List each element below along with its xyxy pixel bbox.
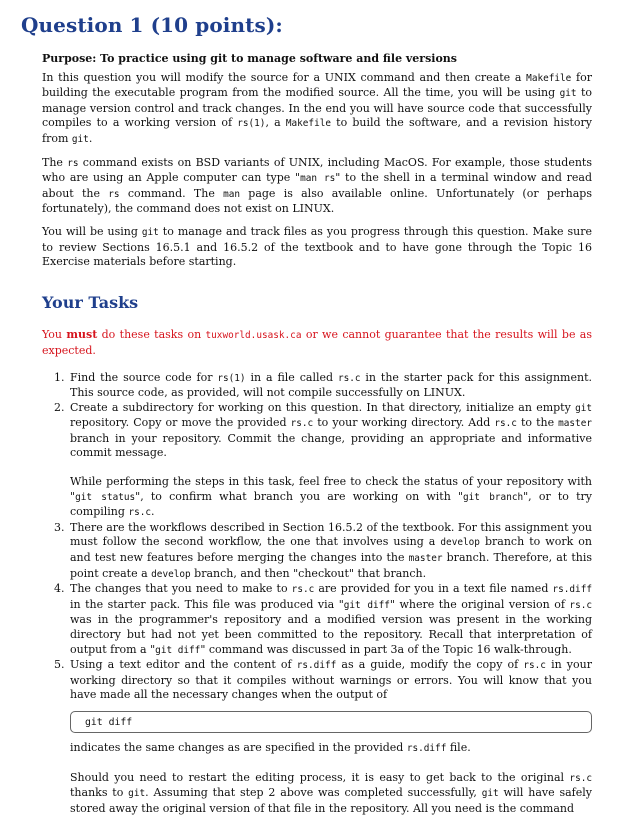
inline-code: Makefile xyxy=(285,118,332,130)
inline-code: git xyxy=(71,133,89,145)
text-run: to build the software, and a revision history from xyxy=(42,116,592,145)
inline-code: rs.c xyxy=(523,660,546,672)
intro-section xyxy=(42,71,592,270)
inline-code: rs.c xyxy=(128,507,152,519)
inline-code: git xyxy=(128,788,146,800)
text-run: Should you need to restart the editing process, it is easy to get back to the original xyxy=(70,770,570,784)
text-run: " command was discussed in part 3a of the Topic 16 walk-through. xyxy=(200,642,572,656)
text-run: branch, and then "checkout" that branch. xyxy=(190,566,427,580)
inline-code: git branch xyxy=(463,491,524,503)
task-item xyxy=(68,582,592,658)
inline-code: man rs xyxy=(300,173,336,185)
text-run: or we cannot guarantee that the results will be as expected. xyxy=(42,328,593,357)
text-run: for building the executable program from the modified source. All the time, you will be using xyxy=(42,70,592,100)
bold-text: must xyxy=(66,328,98,342)
text-run: Find the source code for xyxy=(70,370,218,384)
content xyxy=(42,52,592,816)
text-run: . xyxy=(151,505,155,519)
task-paragraph xyxy=(70,658,592,703)
text-run: " to the shell in a terminal window and read about the xyxy=(42,171,592,200)
inline-code: man xyxy=(223,188,241,200)
text-run: The xyxy=(42,155,68,169)
text-run: , a xyxy=(265,116,286,130)
inline-code: rs.diff xyxy=(406,742,447,754)
inline-code: rs.c xyxy=(569,772,592,784)
inline-code: rs.c xyxy=(290,418,314,430)
text-run: repository. Copy or move the provided xyxy=(70,416,291,430)
inline-code: rs.c xyxy=(291,584,315,596)
inline-code: master xyxy=(558,418,592,430)
text-run: branch. Therefore, at this point create a xyxy=(70,551,592,580)
task-paragraph xyxy=(70,475,592,521)
inline-code: Makefile xyxy=(526,72,572,84)
intro-paragraph xyxy=(42,156,592,217)
command-box xyxy=(70,711,592,733)
text-run: to the xyxy=(516,416,559,430)
text-run: was in the programmer's repository and a modified version was present in the working directory but had not yet been committed to the repository. Recall that interpretation of output from a " xyxy=(70,613,592,656)
text-run: . xyxy=(88,131,93,145)
text-run: The changes that you need to make to xyxy=(70,582,292,596)
text-run: are provided for you in a text file named xyxy=(314,582,553,596)
inline-code: develop xyxy=(151,568,191,580)
text-run: to manage and track files as you progress through this question. Make sure to review Sections 16.5.1 and 16.5.2 of the textbook and to have gone through the Topic 16 Exercise materials before starting. xyxy=(42,224,592,269)
tasks-heading: Your Tasks xyxy=(42,292,139,312)
inline-code: git status xyxy=(75,491,136,503)
text-run: branch in your repository. Commit the change, providing an appropriate and informative commit message. xyxy=(70,431,592,460)
inline-code: git xyxy=(559,88,577,100)
text-run: " where the original version of xyxy=(389,597,570,611)
task-paragraph xyxy=(70,521,592,582)
inline-code: rs(1) xyxy=(217,372,246,384)
text-run: branch to work on and test new features before merging the changes into the xyxy=(70,535,592,565)
text-run: ", to confirm what branch you are working on with " xyxy=(135,489,464,503)
task-list xyxy=(42,371,592,817)
purpose-statement: Purpose: To practice using git to manage software and file versions xyxy=(42,52,457,65)
inline-code: develop xyxy=(440,537,480,549)
text-run: You xyxy=(42,328,67,342)
text-run: Using a text editor and the content of xyxy=(70,658,297,672)
inline-code: rs xyxy=(108,188,120,200)
inline-code: git xyxy=(481,788,499,800)
text-run: indicates the same changes as are specified in the provided xyxy=(70,740,407,754)
inline-code: rs.diff xyxy=(296,660,337,672)
question-title: Question 1 (10 points): xyxy=(21,13,283,37)
text-run: Create a subdirectory for working on this question. In that directory, initialize an empty xyxy=(70,400,576,414)
task-item xyxy=(68,401,592,521)
intro-paragraph xyxy=(42,71,592,148)
inline-code: rs.c xyxy=(337,372,361,384)
text-run: You will be using xyxy=(42,224,142,238)
text-run: to manage version control and track changes. In the end you will have source code that successfully compiles to a working version of xyxy=(42,86,592,130)
text-run: ", or to try compiling xyxy=(70,489,592,519)
text-run: file. xyxy=(446,740,471,754)
text-run: in a file called xyxy=(245,370,338,384)
inline-code: git diff xyxy=(343,599,390,611)
text-run: to your working directory. Add xyxy=(313,416,495,430)
text-run: will have safely stored away the original version of that file in the repository. All you need is the command xyxy=(70,786,592,815)
inline-code: rs.diff xyxy=(552,584,592,596)
task-item xyxy=(68,658,592,816)
task-paragraph xyxy=(70,741,592,757)
text-run: in your working directory so that it compiles without warnings or errors. You will know that you have made all the necessary changes when the output of xyxy=(70,658,592,702)
task-paragraph xyxy=(70,771,592,817)
text-run: In this question you will modify the source for a UNIX command and then create a xyxy=(42,70,527,84)
text-run: in the starter pack. This file was produced via " xyxy=(70,597,344,611)
text-run: command. The xyxy=(119,186,224,200)
warning-text xyxy=(42,328,592,358)
text-run: thanks to xyxy=(70,786,129,800)
task-paragraph xyxy=(70,371,592,401)
inline-code: rs(1) xyxy=(237,118,266,130)
text-run: While performing the steps in this task, feel free to check the status of your repository with " xyxy=(70,475,592,503)
text-run: page is also available online. Unfortunately (or perhaps fortunately), the command does not exist on LINUX. xyxy=(42,186,592,216)
command-text: git diff xyxy=(85,716,133,728)
task-item xyxy=(68,371,592,401)
task-item xyxy=(68,521,592,582)
text-run: as a guide, modify the copy of xyxy=(336,658,524,672)
inline-code: rs.c xyxy=(494,418,517,430)
inline-code: master xyxy=(408,553,443,565)
inline-code: git diff xyxy=(155,644,201,656)
inline-code: git xyxy=(141,226,159,238)
inline-code: rs xyxy=(67,157,79,169)
inline-code: rs.c xyxy=(569,599,592,611)
task-paragraph xyxy=(70,401,592,461)
inline-code: tuxworld.usask.ca xyxy=(205,330,302,342)
inline-code: git xyxy=(575,402,592,414)
text-run: do these tasks on xyxy=(97,328,206,342)
text-run: . Assuming that step 2 above was completed successfully, xyxy=(145,786,482,800)
text-run: command exists on BSD variants of UNIX, including MacOS. For example, those students who are using an Apple computer can type " xyxy=(42,155,592,185)
text-run: in the starter pack for this assignment. This source code, as provided, will not compile successfully on LINUX. xyxy=(70,370,592,400)
intro-paragraph xyxy=(42,225,592,270)
text-run: There are the workflows described in Section 16.5.2 of the textbook. For this assignment you must follow the second workflow, the one that involves using a xyxy=(70,520,592,549)
task-paragraph xyxy=(70,582,592,658)
